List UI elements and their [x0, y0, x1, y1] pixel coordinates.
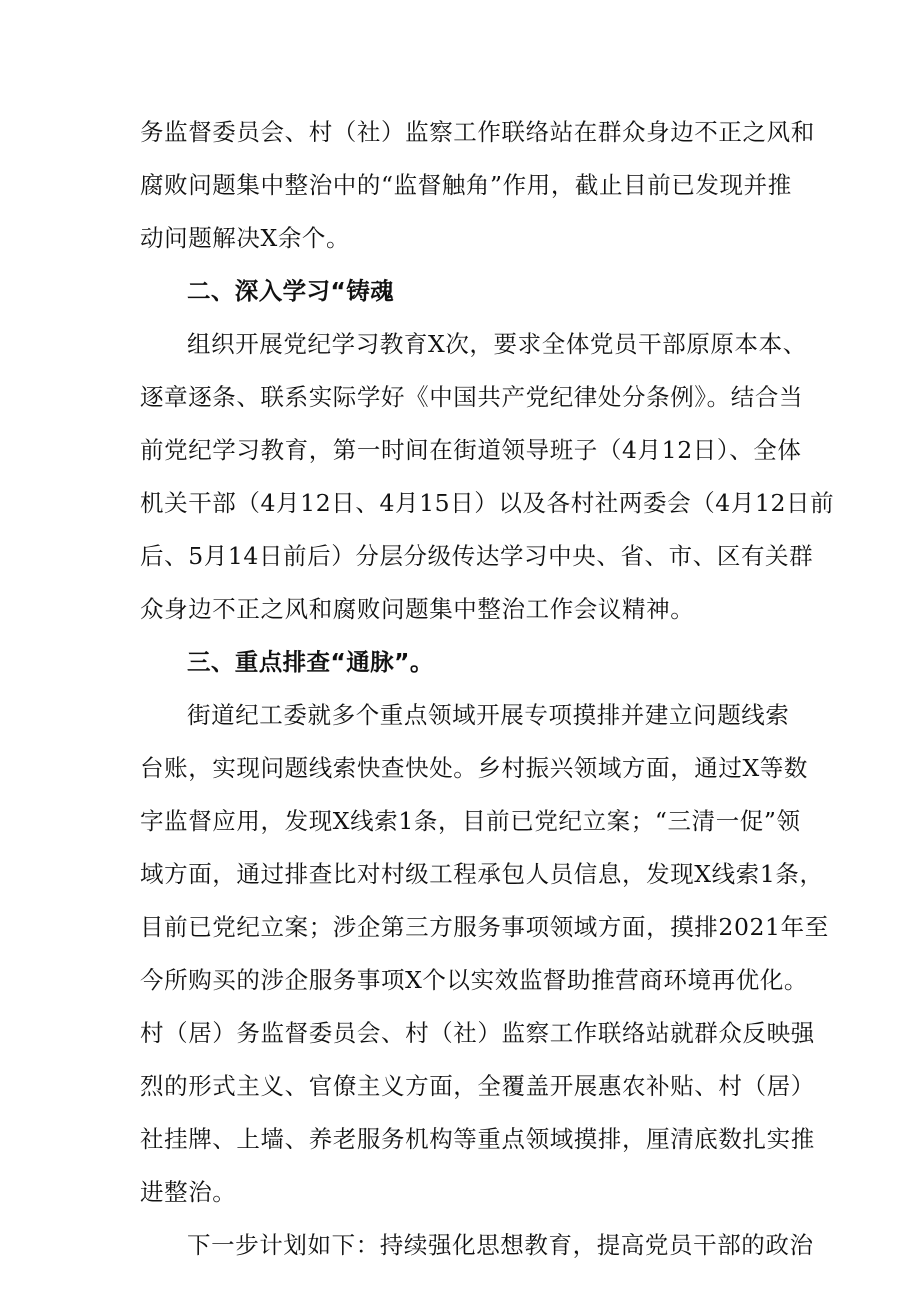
paragraph-line: 下一步计划如下：持续强化思想教育，提高党员干部的政治	[187, 1231, 814, 1259]
paragraph-line: 社挂牌、上墙、养老服务机构等重点领域摸排，厘清底数扎实推	[140, 1125, 815, 1153]
paragraph-line: 台账，实现问题线索快查快处。乡村振兴领域方面，通过X等数	[140, 754, 809, 782]
paragraph-line: 组织开展党纪学习教育X次，要求全体党员干部原原本本、	[187, 330, 807, 358]
paragraph-line: 众身边不正之风和腐败问题集中整治工作会议精神。	[140, 595, 695, 623]
paragraph-line: 字监督应用，发现X线索1条，目前已党纪立案；“三清一促”领	[140, 807, 801, 835]
paragraph-line: 村（居）务监督委员会、村（社）监察工作联络站就群众反映强	[140, 1019, 815, 1047]
paragraph-line: 务监督委员会、村（社）监察工作联络站在群众身边不正之风和	[140, 118, 815, 146]
paragraph-line: 前党纪学习教育，第一时间在街道领导班子（4月12日）、全体	[140, 436, 802, 464]
paragraph-line: 机关干部（4月12日、4月15日）以及各村社两委会（4月12日前	[140, 489, 835, 517]
paragraph-line: 街道纪工委就多个重点领域开展专项摸排并建立问题线索	[187, 701, 790, 729]
section-heading-2: 二、深入学习“铸魂	[187, 277, 395, 305]
document-page	[140, 106, 835, 1272]
paragraph-line: 域方面，通过排查比对村级工程承包人员信息，发现X线索1条，	[140, 860, 824, 888]
paragraph-line: 动问题解决X余个。	[140, 224, 351, 252]
paragraph-line: 今所购买的涉企服务事项X个以实效监督助推营商环境再优化。	[140, 966, 809, 994]
paragraph-line: 腐败问题集中整治中的“监督触角”作用，截止目前已发现并推	[140, 171, 792, 199]
section-heading-3: 三、重点排查“通脉”。	[187, 648, 434, 676]
paragraph-line: 烈的形式主义、官僚主义方面，全覆盖开展惠农补贴、村（居）	[140, 1072, 815, 1100]
paragraph-line: 后、5月14日前后）分层分级传达学习中央、省、市、区有关群	[140, 542, 814, 570]
paragraph-line: 目前已党纪立案；涉企第三方服务事项领域方面，摸排2021年至	[140, 913, 829, 941]
paragraph-line: 逐章逐条、联系实际学好《中国共产党纪律处分条例》。结合当	[140, 383, 804, 411]
paragraph-line: 进整治。	[140, 1178, 237, 1206]
